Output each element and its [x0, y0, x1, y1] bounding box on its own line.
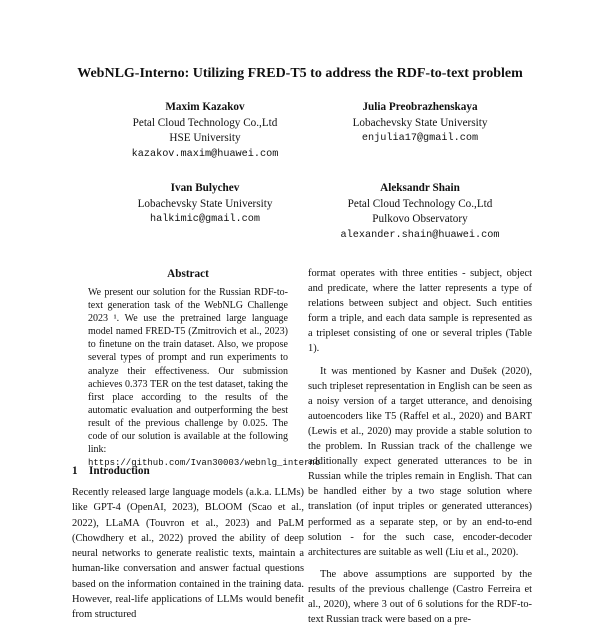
author-affiliation: Lobachevsky State University	[352, 116, 488, 129]
paragraph: format operates with three entities - subject, object and predicate, where the latter represents a type of relations between subject and object. Such entities form a triple, and each data sample is represented as a tripleset consisting of one or several triples (Table 1).	[308, 268, 532, 355]
right-column	[308, 266, 532, 634]
paragraph: It was mentioned by Kasner and Dušek (2020), such tripleset representation in English can be seen as a noisy version of a target utterance, and denoising autoencoders like T5 (Raffel et al., 2020) and BART (Lewis et al., 2020) may provide a stable solution to the problem. In Russian track of the challenge we additionally expect generated utterances to be in Russian while the triples remain in English. That can be handled either by a two stage solution where translation (of input triples or generated utterances) performed as a separate step, or by an end-to-end solution - for the such case, encoder-decoder architectures are suitable as well (Liu et al., 2020).	[308, 365, 532, 558]
abstract-text: We present our solution for the Russian RDF-to-text generation task of the WebNLG Challenge 2023 ¹. We use the pretrained large language model named FRED-T5 (Zmitrovich et al., 2023) to finetune on the train dataset. Also, we propose several types of prompt and run experiments to analyze their effectiveness. Our submission achieves 0.373 TER on the test dataset, taking the first place according to the results of the automatic evaluation and outperforming the best result of the previous challenge by 0.025. The code of our solution is available at the following link:	[88, 287, 288, 456]
section-number: 1	[72, 465, 78, 477]
author-affiliation: Petal Cloud Technology Co.,Ltd	[132, 116, 278, 129]
author-affiliation: HSE University	[169, 132, 241, 144]
author-email: halkimic@gmail.com	[149, 214, 261, 225]
code-link[interactable]: https://github.com/Ivan30003/webnlg_interno	[88, 458, 321, 469]
author-affiliation: Pulkovo Observatory	[372, 213, 468, 225]
abstract-heading: Abstract	[167, 268, 209, 280]
author-name: Maxim Kazakov	[165, 101, 245, 113]
intro-paragraph: Recently released large language models (a.k.a. LLMs) like GPT-4 (OpenAI, 2023), BLOOM (Scao et al., 2022), LLaMA (Touvron et al., 2023) and PaLM (Chowdhery et al., 2022) proved the ability of deep neural networks to generate realistic texts, maintain a human-like conversation and answer factual questions based on the information contained in the training data. However, real-life applications of LLMs would benefit from structured	[72, 487, 304, 621]
author-block	[300, 181, 540, 243]
author-name: Ivan Bulychev	[170, 182, 240, 194]
author-email: enjulia17@gmail.com	[361, 133, 479, 144]
author-name: Julia Preobrazhenskaya	[362, 101, 478, 113]
author-email: alexander.shain@huawei.com	[340, 229, 500, 241]
abstract-body	[88, 286, 321, 470]
paragraph: The above assumptions are supported by the results of the previous challenge (Castro Ferreira et al., 2020), where 3 out of 6 solutions for the RDF-to-text Russian track were based on a pre-	[308, 568, 532, 626]
author-email: kazakov.maxim@huawei.com	[131, 148, 279, 160]
author-block	[300, 100, 540, 147]
section-title: Introduction	[89, 465, 150, 477]
author-affiliation: Lobachevsky State University	[137, 197, 273, 210]
section-heading	[72, 465, 150, 477]
author-name: Aleksandr Shain	[380, 182, 460, 194]
paper-title: WebNLG-Interno: Utilizing FRED-T5 to address the RDF-to-text problem	[77, 66, 523, 81]
author-affiliation: Petal Cloud Technology Co.,Ltd	[347, 197, 493, 210]
